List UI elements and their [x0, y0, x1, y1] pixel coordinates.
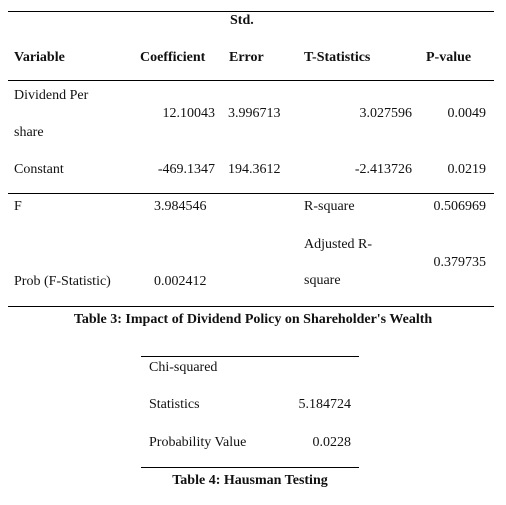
table4-prob-value: 0.0228	[312, 435, 351, 450]
table3-top-rule	[8, 11, 494, 12]
stat-adj-r-square-value: 0.379735	[433, 255, 486, 270]
table3-bottom-rule	[8, 306, 494, 307]
stat-f-label: F	[14, 199, 22, 214]
row-dividend-p-value: 0.0049	[447, 106, 486, 121]
row-dividend-variable-line1: Dividend Per	[14, 88, 89, 103]
stat-adj-r-square-label-line2: square	[304, 273, 341, 288]
row-dividend-variable-line2: share	[14, 125, 44, 140]
table3-body-rule	[8, 193, 494, 194]
row-constant-coefficient: -469.1347	[157, 162, 215, 177]
stat-r-square-value: 0.506969	[433, 199, 486, 214]
header-error: Error	[229, 50, 264, 65]
row-constant-t-statistic: -2.413726	[354, 162, 412, 177]
row-constant-std-error: 194.3612	[228, 162, 281, 177]
stat-prob-f-value: 0.002412	[154, 274, 207, 289]
header-coefficient: Coefficient	[140, 50, 206, 65]
table4-caption: Table 4: Hausman Testing	[172, 473, 328, 488]
table4-label-line1: Chi-squared	[149, 360, 218, 375]
header-p-value: P-value	[426, 50, 472, 65]
table4-prob-label: Probability Value	[149, 435, 247, 450]
header-t-statistics: T-Statistics	[304, 50, 371, 65]
header-variable: Variable	[14, 50, 65, 65]
row-constant-p-value: 0.0219	[447, 162, 486, 177]
table4-bottom-rule	[141, 467, 359, 468]
table4-top-rule	[141, 356, 359, 357]
stat-f-value: 3.984546	[154, 199, 207, 214]
table3-caption: Table 3: Impact of Dividend Policy on Shareholder's Wealth	[73, 312, 433, 327]
row-constant-variable: Constant	[14, 162, 64, 177]
row-dividend-std-error: 3.996713	[228, 106, 281, 121]
stat-prob-f-label: Prob (F-Statistic)	[14, 274, 111, 289]
row-dividend-coefficient: 12.10043	[162, 106, 215, 121]
table4-chi-value: 5.184724	[298, 397, 351, 412]
table3-header-rule	[8, 80, 494, 81]
stat-r-square-label: R-square	[304, 199, 355, 214]
stat-adj-r-square-label-line1: Adjusted R-	[304, 237, 373, 252]
table4-label-line2: Statistics	[149, 397, 200, 412]
header-std-prefix: Std.	[230, 13, 254, 28]
row-dividend-t-statistic: 3.027596	[359, 106, 412, 121]
